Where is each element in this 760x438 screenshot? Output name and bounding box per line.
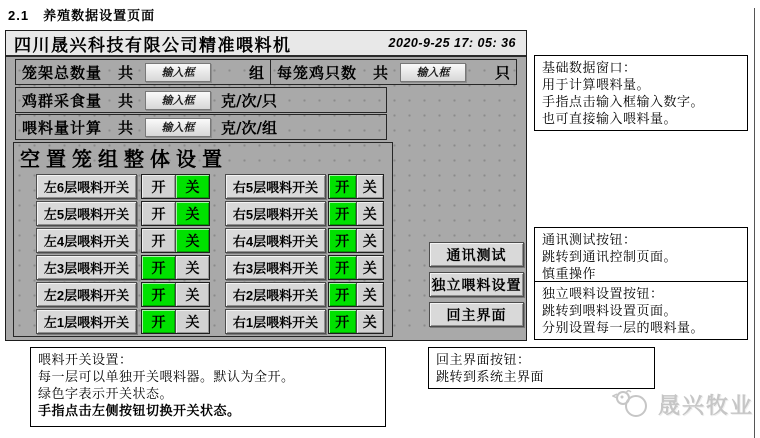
field-unit: 组: [248, 63, 264, 82]
switch-off-option[interactable]: 关: [356, 283, 384, 306]
switch-toggle-left-2[interactable]: [141, 282, 210, 307]
section-heading: [8, 5, 155, 24]
switch-on-option[interactable]: 开: [142, 283, 175, 306]
note-line: 分别设置每一层的喂料量。: [542, 320, 705, 335]
note-line: 绿色字表示开关状态。: [38, 386, 174, 401]
total-label: 共: [118, 118, 134, 137]
switch-off-option[interactable]: 关: [175, 175, 209, 198]
field-unit: 只: [494, 63, 510, 82]
note-line: 喂料开关设置：: [38, 352, 133, 367]
switch-button-right-2[interactable]: 右2层喂料开关: [225, 282, 326, 307]
field-unit: 克/次/只: [221, 91, 277, 110]
empty-cage-group-title: 空置笼组整体设置: [20, 147, 228, 171]
note-line: 回主界面按钮：: [436, 352, 531, 367]
hmi-screen: [5, 30, 527, 341]
switch-on-option[interactable]: 开: [142, 175, 175, 198]
switch-button-left-5[interactable]: 左5层喂料开关: [36, 201, 137, 226]
note-back-main: [428, 347, 655, 389]
switch-off-option[interactable]: 关: [356, 256, 384, 279]
note-line: 也可直接输入喂料量。: [542, 111, 678, 126]
note-line: 基础数据窗口：: [542, 60, 637, 75]
total-label: 共: [118, 63, 134, 82]
switch-off-option[interactable]: 关: [175, 202, 209, 225]
field-flock-intake: [15, 87, 387, 113]
note-line-bold: 手指点击左侧按钮切换开关状态。: [38, 403, 241, 418]
switch-on-option[interactable]: 开: [142, 229, 175, 252]
switch-off-option[interactable]: 关: [175, 229, 209, 252]
switch-toggle-right-5a[interactable]: [328, 174, 384, 199]
switch-button-right-5a[interactable]: 右5层喂料开关: [225, 174, 326, 199]
total-label: 共: [118, 91, 134, 110]
switch-toggle-right-3[interactable]: [328, 255, 384, 280]
switch-button-right-3[interactable]: 右3层喂料开关: [225, 255, 326, 280]
note-line: 每一层可以单独开关喂料器。默认为全开。: [38, 369, 295, 384]
note-line: 用于计算喂料量。: [542, 77, 651, 92]
field-cage-total: [15, 59, 271, 85]
hmi-titlebar: [6, 31, 526, 57]
switch-button-right-4[interactable]: 右4层喂料开关: [225, 228, 326, 253]
switch-toggle-right-5b[interactable]: [328, 201, 384, 226]
switch-off-option[interactable]: 关: [175, 283, 209, 306]
switch-on-option[interactable]: 开: [329, 310, 356, 333]
cage-total-input[interactable]: 输入框: [145, 63, 211, 82]
field-feed-calc: [15, 114, 387, 140]
hmi-datetime: 2020-9-25 17: 05: 36: [388, 36, 516, 50]
section-number: 2.1: [8, 8, 30, 23]
back-main-button[interactable]: 回主界面: [429, 302, 524, 327]
field-label: 笼架总数量: [22, 63, 103, 82]
field-label: 每笼鸡只数: [277, 63, 358, 82]
switch-button-left-1[interactable]: 左1层喂料开关: [36, 309, 137, 334]
chicken-per-cage-input[interactable]: 输入框: [400, 63, 466, 82]
switch-off-option[interactable]: 关: [175, 310, 209, 333]
hmi-body: [6, 57, 526, 338]
switch-toggle-right-4[interactable]: [328, 228, 384, 253]
field-unit: 克/次/组: [221, 118, 277, 137]
switch-toggle-left-3[interactable]: [141, 255, 210, 280]
note-line: 跳转到系统主界面: [436, 369, 545, 384]
switch-button-right-5b[interactable]: 右5层喂料开关: [225, 201, 326, 226]
field-label: 鸡群采食量: [22, 91, 103, 110]
field-chicken-per-cage: [270, 59, 517, 85]
field-label: 喂料量计算: [22, 118, 103, 137]
switch-off-option[interactable]: 关: [175, 256, 209, 279]
switch-button-left-6[interactable]: 左6层喂料开关: [36, 174, 137, 199]
switch-on-option[interactable]: 开: [142, 310, 175, 333]
chick-icon: [612, 386, 652, 422]
switch-on-option[interactable]: 开: [142, 256, 175, 279]
note-line: 跳转到通讯控制页面。: [542, 249, 678, 264]
switch-on-option[interactable]: 开: [329, 229, 356, 252]
switch-toggle-left-6[interactable]: [141, 174, 210, 199]
switch-off-option[interactable]: 关: [356, 229, 384, 252]
note-line: 慎重操作: [542, 266, 597, 281]
total-label: 共: [373, 63, 389, 82]
switch-toggle-right-1[interactable]: [328, 309, 384, 334]
switch-toggle-left-5[interactable]: [141, 201, 210, 226]
note-line: 跳转到喂料设置页面。: [542, 303, 678, 318]
switch-toggle-left-1[interactable]: [141, 309, 210, 334]
note-independent-feed: [534, 281, 748, 340]
note-feed-switch: [30, 347, 386, 427]
switch-on-option[interactable]: 开: [329, 256, 356, 279]
note-line: 独立喂料设置按钮：: [542, 286, 664, 301]
switch-button-left-2[interactable]: 左2层喂料开关: [36, 282, 137, 307]
comm-test-button[interactable]: 通讯测试: [429, 242, 524, 267]
switch-button-left-3[interactable]: 左3层喂料开关: [36, 255, 137, 280]
note-comm-test: [534, 227, 748, 286]
switch-toggle-left-4[interactable]: [141, 228, 210, 253]
switch-off-option[interactable]: 关: [356, 175, 384, 198]
company-logo: [612, 386, 754, 422]
switch-toggle-right-2[interactable]: [328, 282, 384, 307]
feed-calc-input[interactable]: 输入框: [145, 118, 211, 137]
note-basic-data: [534, 55, 748, 131]
section-title: 养殖数据设置页面: [43, 8, 156, 23]
switch-on-option[interactable]: 开: [329, 175, 356, 198]
hmi-title: 四川晟兴科技有限公司精准喂料机: [14, 35, 292, 56]
switch-on-option[interactable]: 开: [329, 202, 356, 225]
switch-off-option[interactable]: 关: [356, 310, 384, 333]
logo-text: 晟兴牧业: [658, 392, 755, 419]
page-border-line: [754, 8, 755, 438]
note-line: 通讯测试按钮：: [542, 232, 637, 247]
switch-button-right-1[interactable]: 右1层喂料开关: [225, 309, 326, 334]
independent-feed-button[interactable]: 独立喂料设置: [429, 272, 524, 297]
note-line: 手指点击输入框输入数字。: [542, 94, 705, 109]
switch-off-option[interactable]: 关: [356, 202, 384, 225]
switch-on-option[interactable]: 开: [142, 202, 175, 225]
flock-intake-input[interactable]: 输入框: [145, 91, 211, 110]
switch-on-option[interactable]: 开: [329, 283, 356, 306]
switch-button-left-4[interactable]: 左4层喂料开关: [36, 228, 137, 253]
